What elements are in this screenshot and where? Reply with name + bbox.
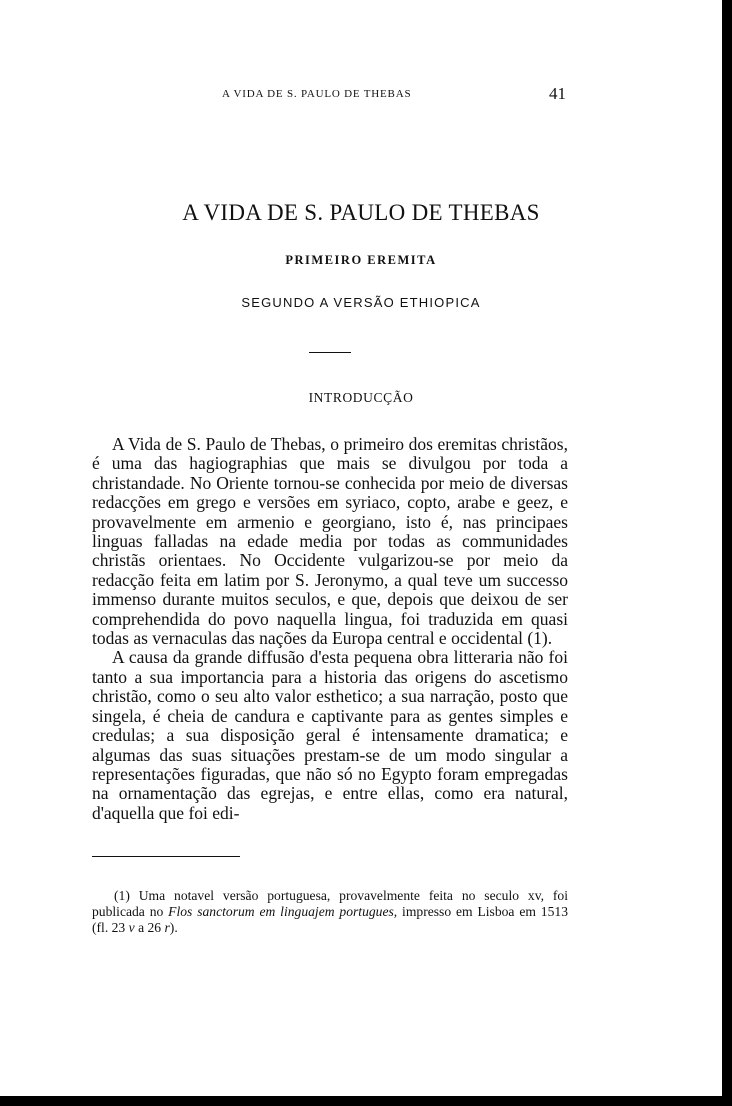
footnote-text-middle: impresso em Lisboa em 1513 (fl. 23 <box>92 904 568 935</box>
body-text <box>92 435 568 823</box>
running-head: A VIDA DE S. PAULO DE THEBAS <box>222 88 412 100</box>
footnote-text-start: (1) Uma notavel versão portuguesa, provavelmente feita no seculo xv, foi publicada no <box>92 888 568 919</box>
chapter-subtitle: PRIMEIRO EREMITA <box>285 253 437 267</box>
footnote <box>92 888 568 936</box>
section-heading: INTRODUCÇÃO <box>308 390 414 405</box>
page-number: 41 <box>549 84 566 103</box>
footnote-divider <box>92 856 240 857</box>
paragraph-2: A causa da grande diffusão d'esta pequena obra litteraria não foi tanto a sua importancia para a historia das origens do ascetismo christão, como o seu alto valor esthetico; a sua narração, posto que singela, é cheia de candura e captivante para as gentes simples e credulas; a sua disposição geral é intensamente dramatica; e algumas das suas situações prestam-se de um modo singular a representações figuradas, que não só no Egypto foram empregadas na ornamentação das egrejas, e entre ellas, como era natural, d'aquella que foi edi- <box>92 647 568 823</box>
version-line: SEGUNDO A VERSÃO ETHIOPICA <box>241 295 481 310</box>
footnote-text-end: ). <box>169 920 178 935</box>
footnote-book-title: Flos sanctorum em linguajem portugues, <box>168 904 398 919</box>
footnote-text-a: a 26 <box>134 920 165 935</box>
paragraph-1: A Vida de S. Paulo de Thebas, o primeiro dos eremitas christãos, é uma das hagiographias que mais se divulgou por toda a christandade. No Oriente tornou-se conhecida por meio de diversas redacções em grego e versões em syriaco, copto, arabe e geez, e provavelmente em armenio e georgiano, isto é, nas principaes linguas falladas na edade media por todas as communidades christãs orientaes. No Occidente vulgarizou-se por meio da redacção feita em latim por S. Jeronymo, a qual teve um successo immenso durante muitos seculos, e que, depois que deixou de ser comprehendida do povo naquella lingua, foi traduzida em quasi todas as vernaculas das nações da Europa central e occidental (1). <box>92 434 568 649</box>
footnote-recto: r <box>164 920 170 935</box>
title-divider <box>309 352 351 353</box>
footnote-verso: v <box>128 920 135 935</box>
chapter-title: A VIDA DE S. PAULO DE THEBAS <box>182 200 540 225</box>
